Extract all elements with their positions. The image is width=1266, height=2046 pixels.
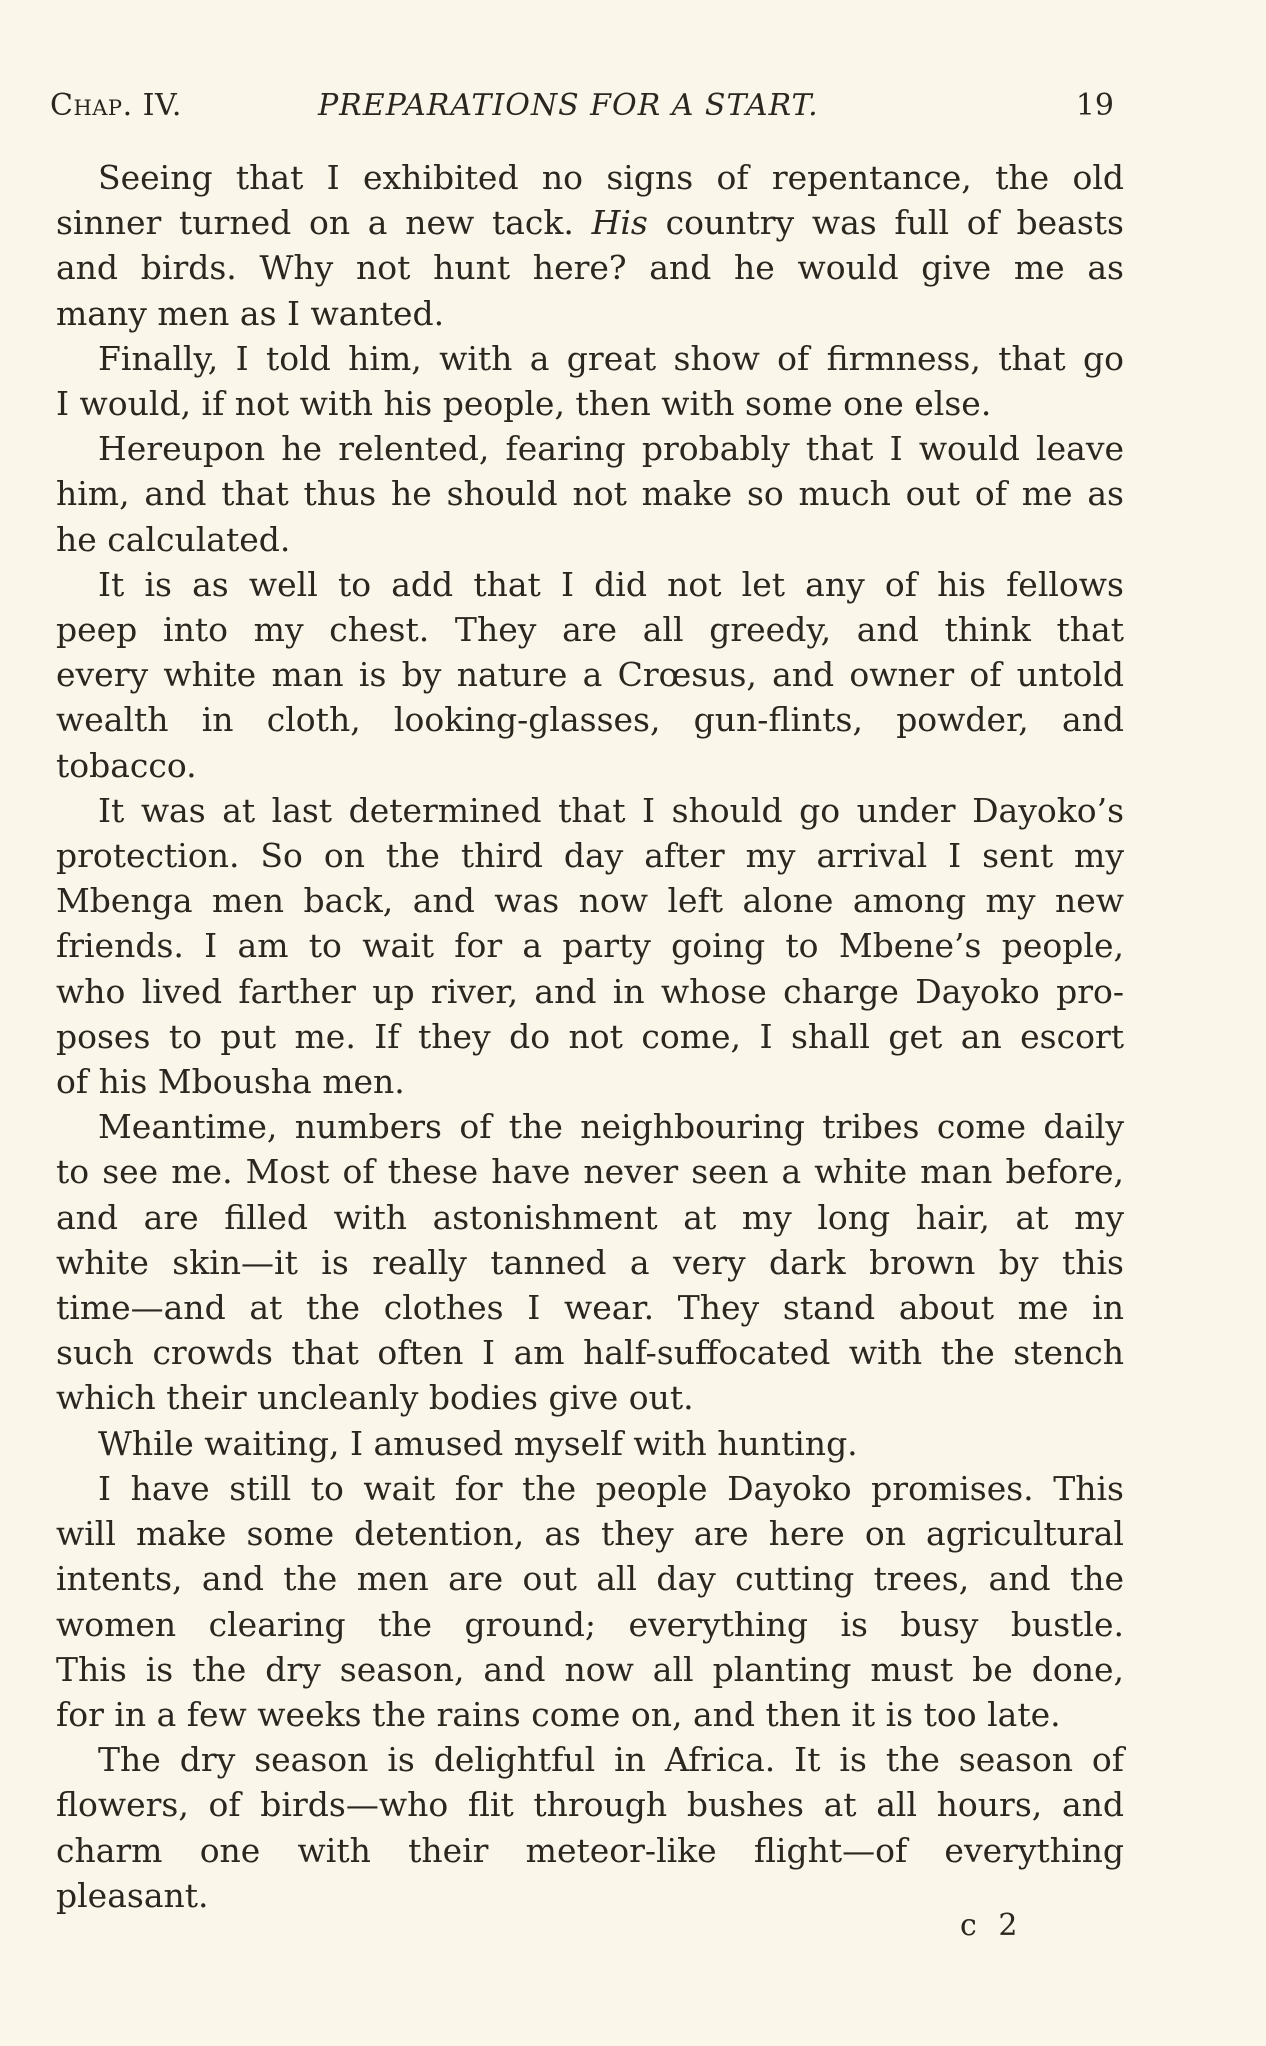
text-line: Seeing that I exhibited no signs of repentance, the old	[98, 158, 1124, 197]
text-line: tobacco.	[56, 745, 197, 785]
text-line: protection. So on the third day after my arrival I sent my	[56, 836, 1124, 876]
text-line: such crowds that often I am half-suffocated with the stench	[56, 1333, 1124, 1373]
signature-mark: c 2	[960, 1908, 1024, 1943]
text-line: of his Mbousha men.	[56, 1062, 405, 1102]
page-number: 19	[1075, 88, 1114, 123]
paragraph	[56, 788, 1124, 1104]
text-line: The dry season is delightful in Africa. It is the season of	[98, 1740, 1124, 1780]
text-line: Mbenga men back, and was now left alone among my new	[56, 881, 1124, 921]
text-line: This is the dry season, and now all planting must be done,	[56, 1649, 1124, 1689]
text-line: time—and at the clothes I wear. They stand about me in	[56, 1288, 1124, 1328]
text-line: flowers, of birds—who flit through bushes at all hours, and	[56, 1785, 1124, 1825]
text-line: and are filled with astonishment at my long hair, at my	[56, 1197, 1124, 1237]
text-line: I would, if not with his people, then with some one else.	[56, 384, 992, 424]
text-line: white skin—it is really tanned a very dark brown by this	[56, 1242, 1124, 1282]
paragraph	[56, 1104, 1124, 1420]
paragraph	[56, 1466, 1124, 1737]
text-line: he calculated.	[56, 519, 291, 559]
text-line: friends. I am to wait for a party going to Mbene’s people,	[56, 926, 1124, 966]
chapter-label: Chap. IV.	[50, 88, 182, 123]
text-line: to see me. Most of these have never seen a white man before,	[56, 1152, 1124, 1192]
text-line: will make some detention, as they are here on agricultural	[56, 1514, 1124, 1554]
running-header	[50, 88, 1114, 128]
text-line: intents, and the men are out all day cutting trees, and the	[56, 1559, 1124, 1599]
text-line: Meantime, numbers of the neighbouring tribes come daily	[98, 1107, 1124, 1147]
text-line: wealth in cloth, looking-glasses, gun-flints, powder, and	[56, 700, 1124, 740]
paragraph	[56, 155, 1124, 336]
text-line: him, and that thus he should not make so much out of me as	[56, 474, 1124, 514]
paragraph	[56, 1737, 1124, 1918]
text-line: every white man is by nature a Crœsus, and owner of untold	[56, 655, 1124, 695]
paragraph	[56, 1421, 1124, 1466]
text-line: It was at last determined that I should go under Dayoko’s	[98, 790, 1124, 830]
text-line: charm one with their meteor-like flight—of everything	[56, 1830, 1124, 1870]
text-line: pleasant.	[56, 1875, 209, 1915]
text-line: for in a few weeks the rains come on, and then it is too late.	[56, 1694, 1061, 1734]
text-line: sinner turned on a new tack. His country was full of beasts	[56, 203, 1124, 243]
paragraph	[56, 336, 1124, 426]
paragraph	[56, 562, 1124, 788]
text-line: and birds. Why not hunt here? and he would give me as	[56, 248, 1124, 288]
text-line: poses to put me. If they do not come, I shall get an escort	[56, 1016, 1124, 1056]
body-text	[56, 155, 1124, 1918]
text-line: women clearing the ground; everything is busy bustle.	[56, 1604, 1124, 1644]
text-line: While waiting, I amused myself with hunting.	[98, 1423, 858, 1463]
text-line: who lived farther up river, and in whose charge Dayoko pro-	[56, 971, 1124, 1011]
text-line: which their uncleanly bodies give out.	[56, 1378, 694, 1418]
running-title: PREPARATIONS FOR A START.	[318, 88, 819, 123]
text-line: Finally, I told him, with a great show of firmness, that go	[98, 338, 1124, 378]
text-line: peep into my chest. They are all greedy, and think that	[56, 610, 1124, 650]
text-line: many men as I wanted.	[56, 293, 445, 333]
paragraph	[56, 426, 1124, 562]
text-line: Hereupon he relented, fearing probably that I would leave	[98, 429, 1124, 469]
text-line: It is as well to add that I did not let any of his fellows	[98, 564, 1124, 604]
text-line: I have still to wait for the people Dayoko promises. This	[98, 1468, 1124, 1508]
